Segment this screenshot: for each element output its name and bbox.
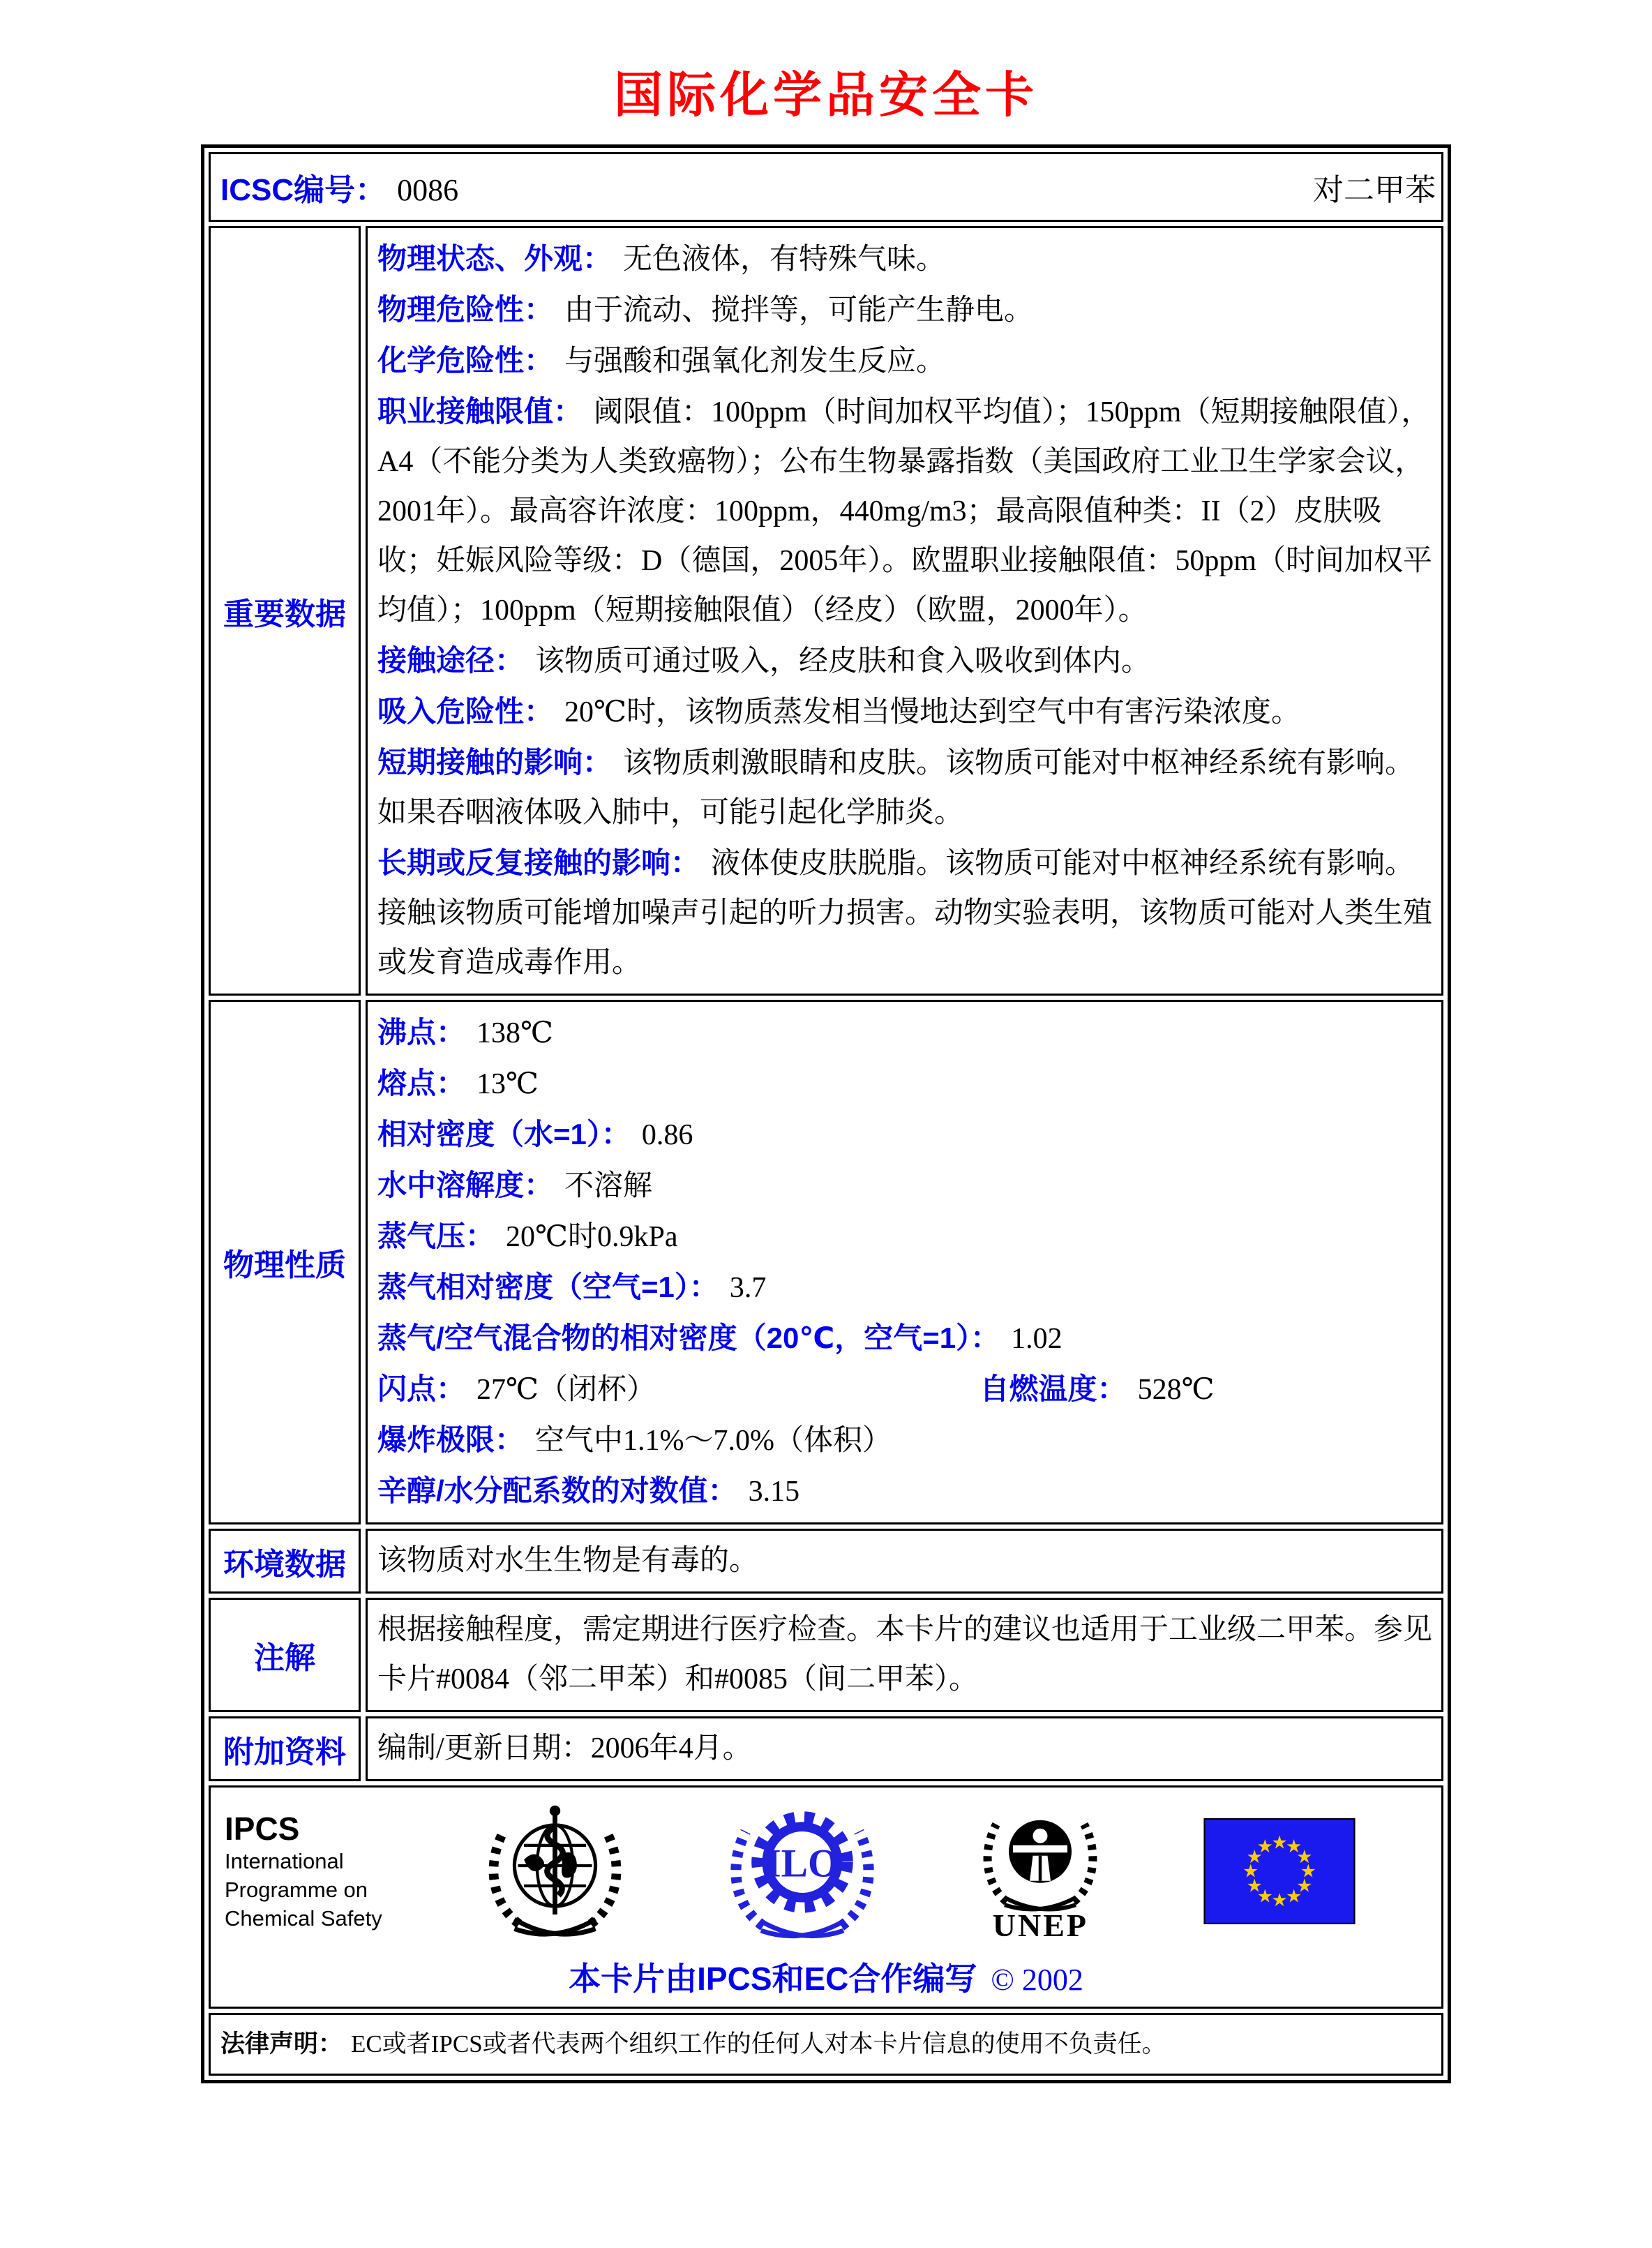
field-label: 辛醇/水分配系数的对数值： [377, 1474, 737, 1507]
notes-content [366, 1598, 1443, 1712]
entry-water-solubility [377, 1160, 1434, 1211]
notes-row [209, 1598, 1443, 1712]
field-label: 水中溶解度： [377, 1169, 554, 1201]
svg-text:★: ★ [1246, 1875, 1263, 1897]
chemical-name: 对二甲苯 [1313, 173, 1436, 207]
field-label: 职业接触限值： [377, 395, 583, 428]
important-data-row [209, 226, 1443, 996]
additional-info-section-label: 附加资料 [209, 1716, 361, 1781]
field-value: 27℃（闭杯） [476, 1374, 656, 1406]
physical-properties-row [209, 1000, 1443, 1524]
ilo-logo-icon [726, 1800, 879, 1943]
svg-text:★: ★ [1300, 1861, 1317, 1882]
entry-boiling-point [377, 1007, 1434, 1058]
ipcs-block [225, 1811, 434, 1933]
field-label: 相对密度（水=1）： [377, 1118, 631, 1151]
credit-row [225, 1954, 1427, 2000]
additional-info-content [366, 1716, 1443, 1781]
unep-caption: UNEP [992, 1908, 1088, 1943]
field-value: 3.7 [729, 1272, 767, 1304]
entry-additional-info [377, 1724, 1434, 1774]
entry-chemical-danger [377, 336, 1434, 387]
field-value: 不溶解 [564, 1170, 653, 1202]
copyright-text: © 2002 [991, 1963, 1083, 1997]
legal-cell [209, 2013, 1443, 2076]
field-label: 接触途径： [377, 644, 525, 677]
field-value: 1.02 [1011, 1323, 1062, 1355]
icsc-number-group [220, 165, 458, 209]
field-value: 138℃ [476, 1017, 553, 1049]
page-title: 国际化学品安全卡 [614, 66, 1038, 123]
svg-text:★: ★ [1286, 1836, 1302, 1857]
ipcs-line-2: Programme on [225, 1877, 368, 1902]
entry-autoignition-temp [980, 1364, 1215, 1415]
icsc-number-label: ICSC编号： [220, 173, 386, 207]
ipcs-acronym: IPCS [225, 1810, 300, 1847]
svg-text:★: ★ [1271, 1889, 1288, 1911]
field-value: 由于流动、搅拌等，可能产生静电。 [564, 294, 1034, 327]
entry-physical-danger [377, 285, 1434, 336]
field-label: 长期或反复接触的影响： [377, 846, 700, 879]
unep-logo-icon [977, 1799, 1103, 1944]
ipcs-line-3: Chemical Safety [225, 1905, 382, 1931]
entry-notes [377, 1605, 1434, 1704]
field-label: 闪点： [377, 1372, 466, 1405]
field-label: 物理状态、外观： [377, 242, 613, 275]
field-label: 熔点： [377, 1067, 466, 1100]
svg-text:★: ★ [1256, 1886, 1274, 1908]
field-value: 空气中1.1%～7.0%（体积） [535, 1425, 892, 1457]
field-label: 短期接触的影响： [377, 746, 613, 779]
svg-text:★: ★ [1271, 1832, 1288, 1854]
field-label: 沸点： [377, 1016, 466, 1049]
field-value: 528℃ [1137, 1374, 1215, 1406]
entry-vapor-pressure [377, 1211, 1434, 1262]
entry-occupational-limits [377, 387, 1434, 636]
entry-vapor-density [377, 1262, 1434, 1313]
footer-cell [209, 1785, 1443, 2009]
field-value: 液体使皮肤脱脂。该物质可能对中枢神经系统有影响。接触该物质可能增加噪声引起的听力损害。动物实验表明，该物质可能对人类生殖或发育造成毒作用。 [377, 848, 1433, 979]
entry-flash-autoignition [377, 1364, 1434, 1415]
entry-relative-density [377, 1109, 1434, 1160]
who-logo-icon [483, 1800, 626, 1943]
svg-text:★: ★ [1246, 1847, 1263, 1868]
field-label: 物理危险性： [377, 293, 554, 326]
field-label: 化学危险性： [377, 344, 554, 377]
logo-row [225, 1799, 1427, 1944]
field-value: 13℃ [476, 1068, 539, 1100]
svg-text:★: ★ [1256, 1836, 1274, 1857]
entry-vapor-air-density [377, 1313, 1434, 1364]
entry-physical-state [377, 234, 1434, 285]
notes-section-label: 注解 [209, 1598, 361, 1712]
field-value: 编制/更新日期：2006年4月。 [377, 1732, 752, 1764]
field-label: 蒸气压： [377, 1220, 495, 1252]
field-value: 无色液体，有特殊气味。 [623, 243, 946, 276]
additional-info-row [209, 1716, 1443, 1781]
entry-exposure-routes [377, 636, 1434, 687]
ipcs-line-1: International [225, 1848, 344, 1873]
entry-environment [377, 1536, 1434, 1586]
icsc-card [201, 144, 1451, 2083]
field-value: 20℃时0.9kPa [506, 1221, 678, 1253]
credit-text: 本卡片由IPCS和EC合作编写 [569, 1961, 977, 1997]
entry-melting-point [377, 1058, 1434, 1109]
field-value: 与强酸和强氧化剂发生反应。 [564, 345, 946, 377]
environment-section-label: 环境数据 [209, 1529, 361, 1594]
svg-text:★: ★ [1296, 1875, 1313, 1897]
entry-flash-point [377, 1374, 656, 1406]
field-label: 蒸气/空气混合物的相对密度（20℃，空气=1）： [377, 1321, 1000, 1354]
environment-content [366, 1529, 1443, 1594]
svg-text:ILO: ILO [765, 1841, 839, 1885]
svg-text:★: ★ [1242, 1861, 1259, 1882]
entry-inhalation-risk [377, 687, 1434, 737]
svg-text:★: ★ [1296, 1847, 1313, 1868]
legal-label: 法律声明： [220, 2030, 343, 2058]
entry-octanol-water [377, 1466, 1434, 1517]
field-value: 根据接触程度，需定期进行医疗检查。本卡片的建议也适用于工业级二甲苯。参见卡片#0084（邻二甲苯）和#0085（间二甲苯）。 [377, 1614, 1433, 1695]
physical-properties-section-label: 物理性质 [209, 1000, 361, 1524]
field-label: 吸入危险性： [377, 695, 554, 728]
important-data-content [366, 226, 1443, 996]
legal-row [209, 2013, 1443, 2076]
physical-properties-content [366, 1000, 1443, 1524]
eu-flag-icon [1202, 1818, 1357, 1924]
environment-row [209, 1529, 1443, 1594]
icsc-number-value: 0086 [397, 173, 459, 207]
field-value: 该物质刺激眼睛和皮肤。该物质可能对中枢神经系统有影响。如果吞咽液体吸入肺中，可能引起化学肺炎。 [377, 747, 1415, 829]
field-value: 0.86 [641, 1119, 693, 1151]
entry-short-term-effects [377, 737, 1434, 838]
field-label: 爆炸极限： [377, 1423, 525, 1456]
field-value: 该物质可通过吸入，经皮肤和食入吸收到体内。 [535, 645, 1151, 677]
field-value: 该物质对水生生物是有毒的。 [377, 1545, 759, 1577]
org-logos [434, 1799, 1427, 1944]
footer-row [209, 1785, 1443, 2009]
header-cell [209, 152, 1443, 222]
field-value: 阈限值：100ppm（时间加权平均值）；150ppm（短期接触限值），A4（不能分类为人类致癌物）；公布生物暴露指数（美国政府工业卫生学家会议，2001年）。最高容许浓度：100ppm，440mg/m3；最高限值种类：II（2）皮肤吸收；妊娠风险等级：D（德国，2005年）。欧盟职业接触限值：50ppm（时间加权平均值）；100ppm（短期接触限值）（经皮）（欧盟，2000年）。 [377, 396, 1433, 627]
field-label: 蒸气相对密度（空气=1）： [377, 1271, 719, 1303]
field-value: 3.15 [748, 1476, 800, 1508]
entry-long-term-effects [377, 838, 1434, 988]
legal-text: EC或者IPCS或者代表两个组织工作的任何人对本卡片信息的使用不负责任。 [351, 2030, 1166, 2058]
field-value: 20℃时，该物质蒸发相当慢地达到空气中有害污染浓度。 [564, 696, 1301, 728]
svg-text:★: ★ [1286, 1886, 1302, 1908]
header-row [209, 152, 1443, 222]
entry-explosive-limits [377, 1415, 1434, 1466]
important-data-section-label: 重要数据 [209, 226, 361, 996]
field-label: 自燃温度： [979, 1372, 1127, 1405]
